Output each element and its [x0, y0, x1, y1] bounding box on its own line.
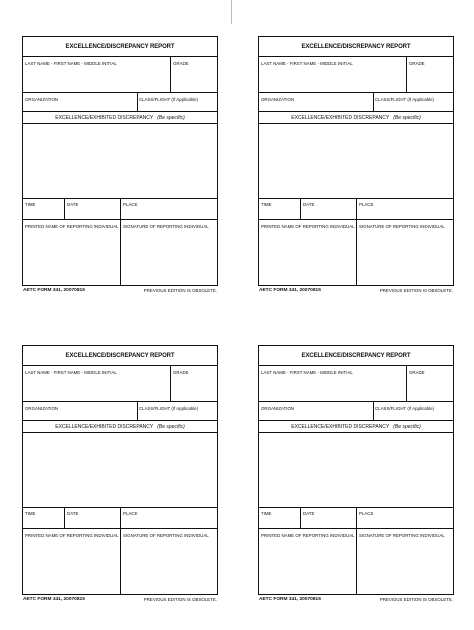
discrepancy-field[interactable] [261, 126, 451, 197]
page-fold-mark [231, 0, 232, 24]
grade-label: GRADE [409, 61, 425, 66]
signature-field[interactable] [123, 230, 215, 283]
be-specific-note: (Be specific) [157, 423, 185, 430]
discrepancy-field[interactable] [25, 435, 215, 506]
place-label: PLACE [123, 202, 138, 207]
printed-name-field[interactable] [25, 539, 118, 592]
organization-field[interactable] [261, 103, 371, 110]
grade-divider [406, 57, 407, 93]
grade-field[interactable] [409, 376, 451, 400]
organization-field[interactable] [25, 412, 135, 419]
discrepancy-label: EXCELLENCE/EXHIBITED DISCREPANCY [55, 423, 154, 430]
form-title: EXCELLENCE/DISCREPANCY REPORT [259, 346, 453, 366]
place-field[interactable] [359, 208, 451, 218]
time-label: TIME [261, 511, 272, 516]
last-name-label: LAST NAME - FIRST NAME - MIDDLE INITIAL [25, 370, 117, 375]
be-specific-note: (Be specific) [393, 423, 421, 430]
organization-field[interactable] [25, 103, 135, 110]
discrepancy-label: EXCELLENCE/EXHIBITED DISCREPANCY [291, 423, 390, 430]
class-divider [373, 402, 374, 420]
signature-divider [356, 220, 357, 285]
discrepancy-header [23, 111, 217, 124]
be-specific-note: (Be specific) [157, 114, 185, 121]
form-footer [22, 288, 218, 296]
place-divider [356, 508, 357, 529]
time-field[interactable] [261, 208, 298, 218]
signature-divider [356, 529, 357, 594]
class-flight-field[interactable] [375, 412, 451, 419]
class-flight-label: CLASS/FLIGHT (If Applicable) [375, 406, 434, 411]
printed-name-label: PRINTED NAME OF REPORTING INDIVIDUAL [25, 533, 119, 538]
organization-label: ORGANIZATION [261, 97, 295, 102]
time-field[interactable] [25, 208, 62, 218]
date-divider [64, 508, 65, 529]
place-label: PLACE [123, 511, 138, 516]
time-field[interactable] [25, 517, 62, 527]
grade-field[interactable] [409, 67, 451, 91]
printed-name-label: PRINTED NAME OF REPORTING INDIVIDUAL [261, 224, 355, 229]
place-field[interactable] [359, 517, 451, 527]
grade-field[interactable] [173, 376, 215, 400]
signature-label: SIGNATURE OF REPORTING INDIVIDUAL [123, 224, 209, 229]
signature-field[interactable] [359, 539, 451, 592]
printed-name-field[interactable] [261, 539, 354, 592]
class-flight-field[interactable] [139, 412, 215, 419]
grade-label: GRADE [173, 61, 189, 66]
printed-name-label: PRINTED NAME OF REPORTING INDIVIDUAL [25, 224, 119, 229]
signature-field[interactable] [123, 539, 215, 592]
signature-field[interactable] [359, 230, 451, 283]
last-name-label: LAST NAME - FIRST NAME - MIDDLE INITIAL [25, 61, 117, 66]
date-divider [300, 508, 301, 529]
class-divider [373, 93, 374, 111]
printed-name-field[interactable] [25, 230, 118, 283]
edition-note: PREVIOUS EDITION IS OBSOLETE. [379, 288, 453, 293]
place-divider [356, 199, 357, 220]
date-field[interactable] [303, 208, 354, 218]
signature-label: SIGNATURE OF REPORTING INDIVIDUAL [359, 224, 445, 229]
signature-divider [120, 220, 121, 285]
form-border [258, 345, 454, 595]
grade-label: GRADE [409, 370, 425, 375]
be-specific-note: (Be specific) [393, 114, 421, 121]
printed-name-field[interactable] [261, 230, 354, 283]
date-label: DATE [303, 511, 315, 516]
class-divider [137, 402, 138, 420]
edition-note: PREVIOUS EDITION IS OBSOLETE. [143, 288, 217, 293]
last-name-field[interactable] [261, 67, 404, 91]
place-label: PLACE [359, 511, 374, 516]
form-number: AETC FORM 341, 20070815 [23, 288, 85, 293]
last-name-label: LAST NAME - FIRST NAME - MIDDLE INITIAL [261, 61, 353, 66]
signature-label: SIGNATURE OF REPORTING INDIVIDUAL [123, 533, 209, 538]
form-number: AETC FORM 341, 20070815 [259, 597, 321, 602]
form-border [258, 36, 454, 286]
edition-note: PREVIOUS EDITION IS OBSOLETE. [143, 597, 217, 602]
place-divider [120, 508, 121, 529]
form-title: EXCELLENCE/DISCREPANCY REPORT [259, 37, 453, 57]
time-label: TIME [25, 511, 36, 516]
signature-label: SIGNATURE OF REPORTING INDIVIDUAL [359, 533, 445, 538]
last-name-field[interactable] [261, 376, 404, 400]
time-field[interactable] [261, 517, 298, 527]
discrepancy-header [259, 420, 453, 433]
last-name-field[interactable] [25, 376, 168, 400]
class-flight-field[interactable] [375, 103, 451, 110]
organization-label: ORGANIZATION [25, 97, 59, 102]
form-number: AETC FORM 341, 20070815 [23, 597, 85, 602]
discrepancy-field[interactable] [25, 126, 215, 197]
class-flight-label: CLASS/FLIGHT (If Applicable) [139, 406, 198, 411]
discrepancy-field[interactable] [261, 435, 451, 506]
form-footer [258, 597, 454, 605]
organization-label: ORGANIZATION [261, 406, 295, 411]
place-field[interactable] [123, 208, 215, 218]
form-border [22, 36, 218, 286]
form-number: AETC FORM 341, 20070815 [259, 288, 321, 293]
discrepancy-header [23, 420, 217, 433]
date-field[interactable] [303, 517, 354, 527]
form-title: EXCELLENCE/DISCREPANCY REPORT [23, 37, 217, 57]
printed-name-label: PRINTED NAME OF REPORTING INDIVIDUAL [261, 533, 355, 538]
date-label: DATE [67, 202, 79, 207]
date-field[interactable] [67, 208, 118, 218]
date-divider [300, 199, 301, 220]
last-name-field[interactable] [25, 67, 168, 91]
place-label: PLACE [359, 202, 374, 207]
grade-divider [170, 366, 171, 402]
organization-label: ORGANIZATION [25, 406, 59, 411]
organization-field[interactable] [261, 412, 371, 419]
place-divider [120, 199, 121, 220]
class-flight-label: CLASS/FLIGHT (If Applicable) [375, 97, 434, 102]
discrepancy-label: EXCELLENCE/EXHIBITED DISCREPANCY [55, 114, 154, 121]
date-label: DATE [67, 511, 79, 516]
form-footer [258, 288, 454, 296]
class-flight-label: CLASS/FLIGHT (If Applicable) [139, 97, 198, 102]
grade-divider [406, 366, 407, 402]
form-border [22, 345, 218, 595]
date-divider [64, 199, 65, 220]
date-label: DATE [303, 202, 315, 207]
class-divider [137, 93, 138, 111]
time-label: TIME [25, 202, 36, 207]
discrepancy-header [259, 111, 453, 124]
time-label: TIME [261, 202, 272, 207]
grade-label: GRADE [173, 370, 189, 375]
form-title: EXCELLENCE/DISCREPANCY REPORT [23, 346, 217, 366]
signature-divider [120, 529, 121, 594]
place-field[interactable] [123, 517, 215, 527]
grade-divider [170, 57, 171, 93]
date-field[interactable] [67, 517, 118, 527]
form-footer [22, 597, 218, 605]
class-flight-field[interactable] [139, 103, 215, 110]
last-name-label: LAST NAME - FIRST NAME - MIDDLE INITIAL [261, 370, 353, 375]
discrepancy-label: EXCELLENCE/EXHIBITED DISCREPANCY [291, 114, 390, 121]
edition-note: PREVIOUS EDITION IS OBSOLETE. [379, 597, 453, 602]
grade-field[interactable] [173, 67, 215, 91]
